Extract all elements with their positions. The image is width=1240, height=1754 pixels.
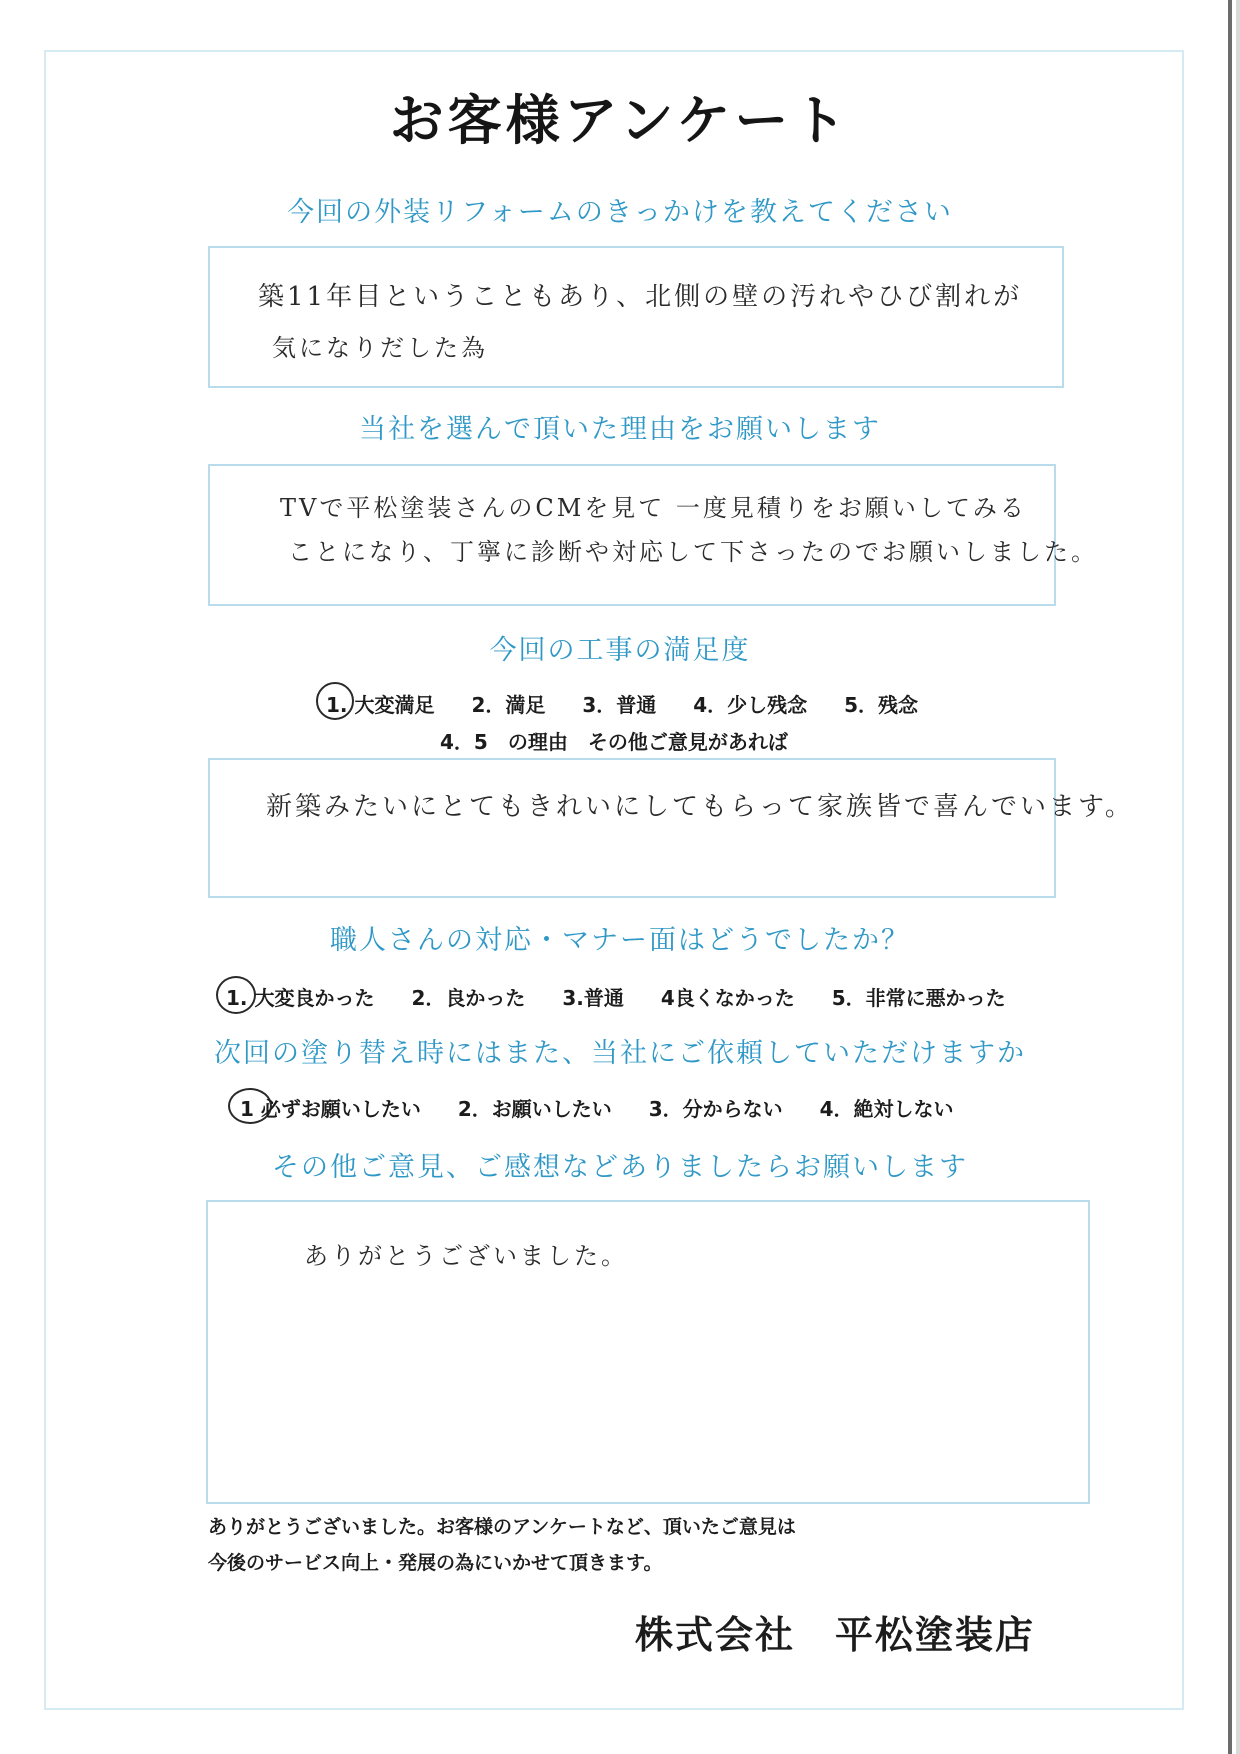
q3-option-2: 2．満足 <box>471 693 546 717</box>
footer-note-line-1: ありがとうございました。お客様のアンケートなど、頂いたご意見は <box>208 1516 796 1538</box>
q4-option-5: 5．非常に悪かった <box>831 986 1006 1010</box>
scan-edge-light <box>1236 0 1240 1754</box>
q6-answer-line-1: ありがとうございました。 <box>304 1242 628 1270</box>
q6-heading: その他ご意見、ご感想などありましたらお願いします <box>272 1152 968 1183</box>
q3-option-4: 4．少し残念 <box>693 693 808 717</box>
q3-option-5: 5．残念 <box>844 693 919 717</box>
company-kind: 株式会社 <box>635 1613 796 1657</box>
q1-heading: 今回の外装リフォームのきっかけを教えてください <box>287 197 953 228</box>
q1-answer-box <box>208 246 1064 388</box>
q1-answer-line-2: 気になりだした為 <box>272 334 488 362</box>
q4-option-1: 1. 大変良かった <box>226 986 375 1010</box>
q4-option-4: 4良くなかった <box>660 986 795 1010</box>
q3-options <box>326 689 948 718</box>
q1-answer-line-1: 築11年目ということもあり、北側の壁の汚れやひび割れが <box>258 282 1023 312</box>
q5-option-1: 1 必ずお願いしたい <box>240 1097 421 1121</box>
q2-answer-line-1: TVで平松塗装さんのCMを見て 一度見積りをお願いしてみる <box>280 494 1027 522</box>
q3-answer-line-1: 新築みたいにとてもきれいにしてもらって家族皆で喜んでいます。 <box>266 792 1134 822</box>
q5-heading: 次回の塗り替え時にはまた、当社にご依頼していただけますか <box>214 1038 1026 1069</box>
q3-option-3: 3．普通 <box>582 693 657 717</box>
q3-heading: 今回の工事の満足度 <box>489 635 751 666</box>
q6-answer-box <box>206 1200 1090 1504</box>
q5-options <box>240 1093 984 1122</box>
q3-answer-box <box>208 758 1134 898</box>
q4-option-3: 3.普通 <box>562 986 624 1010</box>
q2-answer-line-2: ことになり、丁寧に診断や対応して下さったのでお願いしました。 <box>288 538 1098 566</box>
q4-options <box>226 982 1036 1011</box>
q3-sub-label: 4．5 の理由 その他ご意見があれば <box>440 730 788 754</box>
company-name <box>635 1604 1035 1659</box>
q5-option-2: 2．お願いしたい <box>457 1097 612 1121</box>
footer-note-line-2: 今後のサービス向上・発展の為にいかせて頂きます。 <box>208 1552 663 1574</box>
company-brand: 平松塗装店 <box>835 1613 1036 1657</box>
q5-option-4: 4．絶対しない <box>819 1097 954 1121</box>
survey-title: お客様アンケート <box>389 88 851 152</box>
q4-option-2: 2．良かった <box>411 986 526 1010</box>
q2-heading: 当社を選んで頂いた理由をお願いします <box>359 414 881 445</box>
q3-option-1: 1. 大変満足 <box>326 693 435 717</box>
q2-answer-box <box>208 464 1098 606</box>
q4-heading: 職人さんの対応・マナー面はどうでしたか？ <box>330 925 910 956</box>
scan-edge <box>1228 0 1232 1754</box>
q5-option-3: 3．分からない <box>648 1097 783 1121</box>
